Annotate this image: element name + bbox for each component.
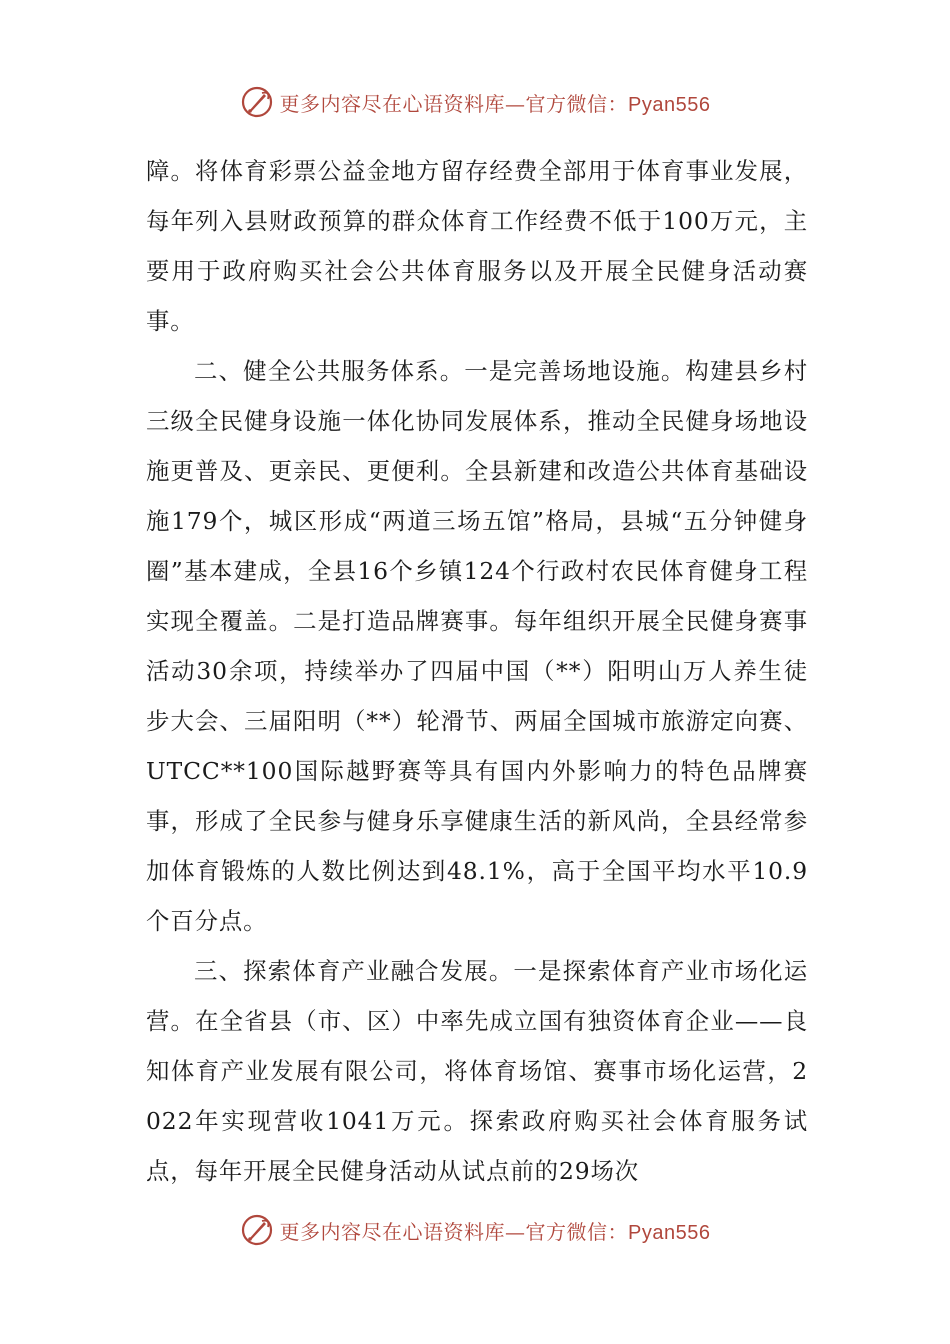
paragraph-1: 障。将体育彩票公益金地方留存经费全部用于体育事业发展，每年列入县财政预算的群众体育工作经费不低于100万元，主要用于政府购买社会公共体育服务以及开展全民健身活动赛事。 (146, 157, 808, 335)
footer-banner-text (280, 1216, 711, 1245)
paragraph-3: 三、探索体育产业融合发展。一是探索体育产业市场化运营。在全省县（市、区）中率先成立国有独资体育企业——良知体育产业发展有限公司，将体育场馆、赛事市场化运营，2022年实现营收1041万元。探索政府购买社会体育服务试点，每年开展全民健身活动从试点前的29场次 (146, 957, 808, 1185)
quill-pen-logo-icon (240, 85, 274, 119)
header-banner (0, 82, 950, 122)
footer-banner-label: 更多内容尽在心语资料库—官方微信： (279, 1219, 629, 1244)
paragraph-2: 二、健全公共服务体系。一是完善场地设施。构建县乡村三级全民健身设施一体化协同发展体系，推动全民健身场地设施更普及、更亲民、更便利。全县新建和改造公共体育基础设施179个，城区形成“两道三场五馆”格局，县城“五分钟健身圈”基本建成，全县16个乡镇124个行政村农民体育健身工程实现全覆盖。二是打造品牌赛事。每年组织开展全民健身赛事活动30余项，持续举办了四届中国（**）阳明山万人养生徒步大会、三届阳明（**）轮滑节、两届全国城市旅游定向赛、UTCC**100国际越野赛等具有国内外影响力的特色品牌赛事，形成了全民参与健身乐享健康生活的新风尚，全县经常参加体育锻炼的人数比例达到48.1%，高于全国平均水平10.9个百分点。 (146, 357, 808, 935)
header-wechat-id: Pyan556 (628, 93, 711, 116)
footer-wechat-id: Pyan556 (628, 1221, 711, 1244)
header-banner-text (280, 88, 711, 117)
header-banner-label: 更多内容尽在心语资料库—官方微信： (279, 91, 629, 116)
quill-pen-logo-icon (240, 1213, 274, 1247)
document-body (146, 146, 808, 1196)
footer-banner (0, 1210, 950, 1250)
